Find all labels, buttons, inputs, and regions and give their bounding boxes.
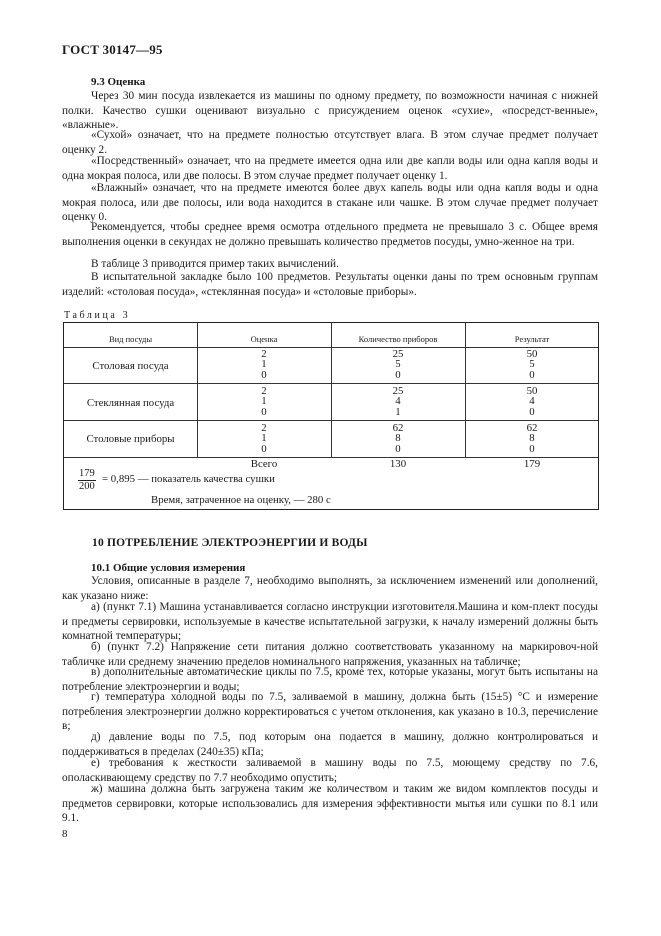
table-cell: 50 4 0 xyxy=(526,385,538,418)
paragraph: ж) машина должна быть загружена таким же количеством и таким же видом комплектов посуды и предметов сервировки, которые использовались для измерения эффективности мытья или сушки по 8.1 или 9.1. xyxy=(62,783,598,825)
row-name: Столовая посуда xyxy=(92,360,169,372)
table-cell: 62 8 0 xyxy=(392,422,404,455)
total-label: Всего xyxy=(250,458,278,470)
table-cell: 2 1 0 xyxy=(261,385,267,418)
table-cell: 50 5 0 xyxy=(526,348,538,381)
paragraph: Условия, описанные в разделе 7, необходимо выполнять, за исключением изменений или дополнений, как указано ниже: xyxy=(62,575,598,602)
fraction-denominator: 200 xyxy=(79,481,95,492)
total-count: 130 xyxy=(389,458,407,470)
paragraph: Через 30 мин посуда извлекается из машины по одному предмету, по возможности начиная с нижней полки. Качество сушки оценивают визуально с присуждением оценок «сухие», «посредст-венные», «влажные». xyxy=(62,90,598,132)
column-header-grade: Оценка xyxy=(250,334,278,344)
section-9-3-heading: 9.3 Оценка xyxy=(91,76,146,88)
paragraph: а) (пункт 7.1) Машина устанавливается согласно инструкции изготовителя.Машина и ком-плект посуды и предметы сервировки, используемые в качестве испытательной загрузки, к началу измерений должны быть комнатной температуры; xyxy=(62,601,598,643)
paragraph: «Посредственный» означает, что на предмете имеется одна или две капли воды или одна капля воды и одна мокрая полоса, или две полосы. В этом случае предмет получает оценку 1. xyxy=(62,155,598,182)
row-name: Стеклянная посуда xyxy=(86,397,175,409)
paragraph: «Сухой» означает, что на предмете полностью отсутствует влага. В этом случае предмет получает оценку 2. xyxy=(62,129,598,156)
table-caption: Таблица 3 xyxy=(64,310,131,321)
paragraph: В таблице 3 приводится пример таких вычислений. xyxy=(91,258,339,270)
paragraph: «Влажный» означает, что на предмете имеются более двух капель воды или одна капля воды и одна мокрая полоса, или две полосы, или вода находится в стакане или чашке. В этом случае предмет получает оценку 0. xyxy=(62,182,598,224)
column-header-type: Вид посуды xyxy=(108,334,153,344)
table-cell: 62 8 0 xyxy=(526,422,538,455)
quality-fraction xyxy=(78,468,96,493)
paragraph: д) давление воды по 7.5, под которым она подается в машину, должно контролироваться и поддерживаться в пределах (240±35) кПа; xyxy=(62,731,598,758)
table-cell: 2 1 0 xyxy=(261,348,267,381)
time-text: Время, затраченное на оценку, — 280 с xyxy=(151,494,331,506)
quality-text: = 0,895 — показатель качества сушки xyxy=(102,473,275,485)
table-cell: 25 5 0 xyxy=(392,348,404,381)
table-cell: 2 1 0 xyxy=(261,422,267,455)
column-header-result: Результат xyxy=(514,334,550,344)
fraction-numerator: 179 xyxy=(79,468,95,479)
total-result: 179 xyxy=(523,458,541,470)
table-cell: 25 4 1 xyxy=(392,385,404,418)
paragraph: е) требования к жесткости заливаемой в машину воды по 7.5, моющему средству по 7.6, ополаскивающему средству по 7.7 необходимо опустить; xyxy=(62,757,598,784)
paragraph: г) температура холодной воды по 7.5, заливаемой в машину, должна быть (15±5) °С и измерение потребления электроэнергии должно корректироваться с учетом отклонения, как указано в 10.3, перечисление в; xyxy=(62,691,598,733)
section-10-heading: 10 ПОТРЕБЛЕНИЕ ЭЛЕКТРОЭНЕРГИИ И ВОДЫ xyxy=(92,537,368,549)
paragraph: Рекомендуется, чтобы среднее время осмотра отдельного предмета не превышало 3 с. Общее время выполнения оценки в секундах не должно превышать количество предметов посуды, умно-женное на три. xyxy=(62,221,598,248)
paragraph: б) (пункт 7.2) Напряжение сети питания должно соответствовать указанному на маркировоч-ной табличке или среднему значению пределов номинального напряжения, указанных на табличке; xyxy=(62,641,598,668)
paragraph: В испытательной закладке было 100 предметов. Результаты оценки даны по трем основным группам изделий: «столовая посуда», «стеклянная посуда» и «столовые приборы». xyxy=(62,271,598,298)
section-10-1-heading: 10.1 Общие условия измерения xyxy=(91,562,246,574)
column-header-count: Количество приборов xyxy=(358,334,438,344)
paragraph: в) дополнительные автоматические циклы по 7.5, кроме тех, которые указаны, могут быть испытаны на потребление электроэнергии и воды; xyxy=(62,666,598,693)
page-number: 8 xyxy=(62,828,68,840)
document-header: ГОСТ 30147—95 xyxy=(62,42,163,57)
table-3 xyxy=(63,322,599,510)
row-name: Столовые приборы xyxy=(86,433,175,445)
